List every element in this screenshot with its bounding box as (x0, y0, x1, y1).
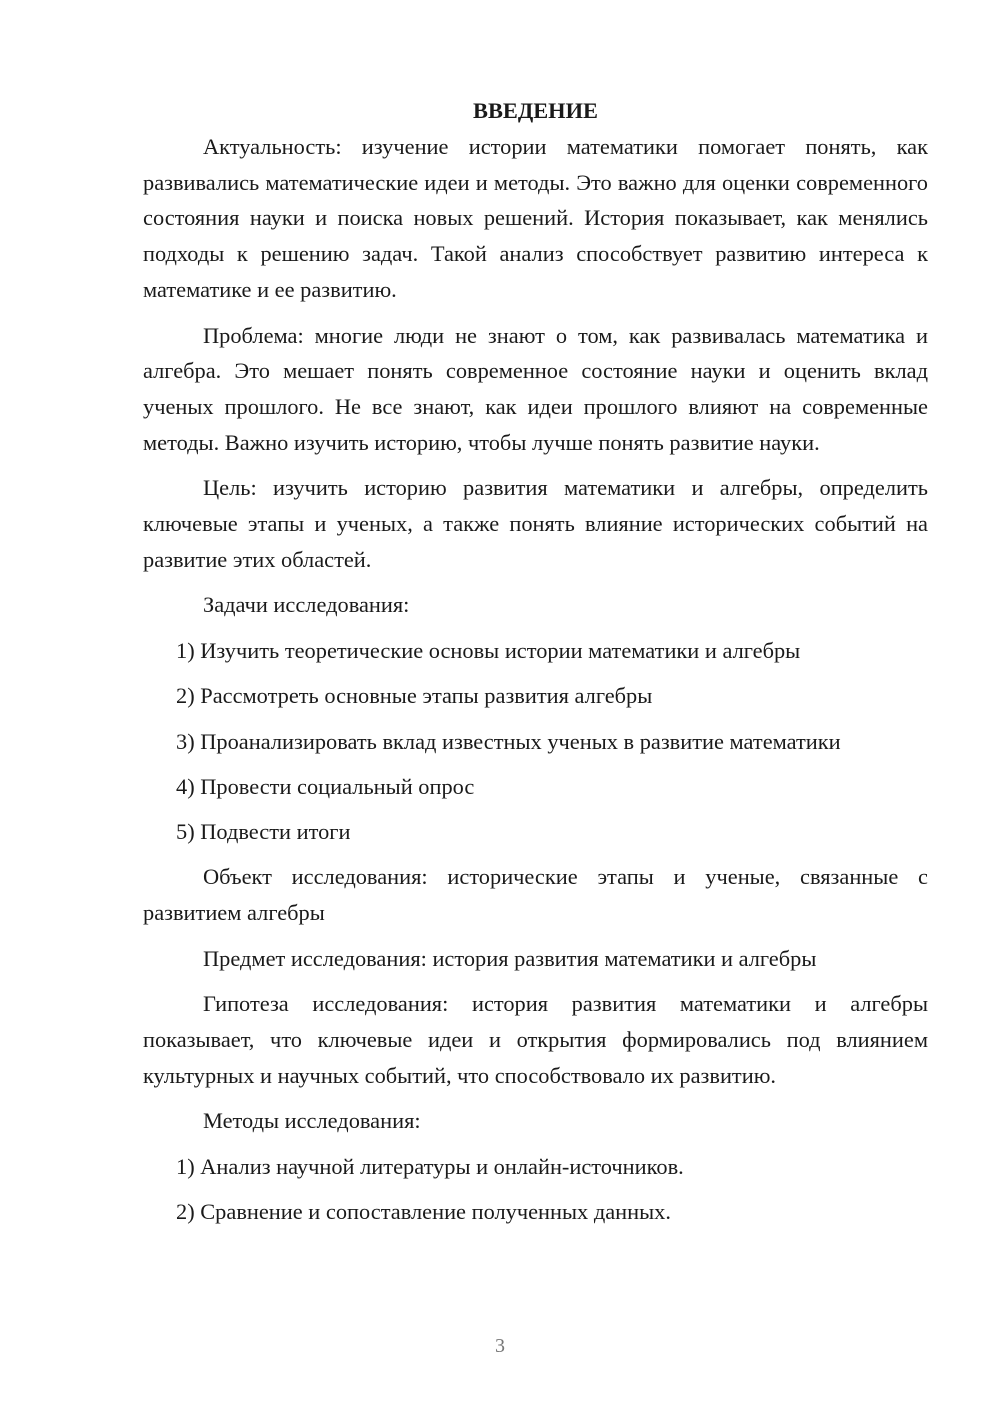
page-number: 3 (495, 1335, 505, 1357)
page-title: ВВЕДЕНИЕ (473, 98, 598, 123)
page-content (143, 93, 928, 1239)
task-item: 5) Подвести итоги (176, 818, 351, 844)
tasks-label: Задачи исследования: (203, 592, 410, 618)
task-item: 1) Изучить теоретические основы истории математики и алгебры (176, 638, 801, 664)
subject-paragraph: Предмет исследования: история развития математики и алгебры (203, 945, 817, 971)
relevance-paragraph: Актуальность: изучение истории математики помогает понять, как развивались математические идеи и методы. Это важно для оценки современного состояния науки и поиска новых решений. История показывает, как менялись подходы к решению задач. Такой анализ способствует развитию интереса к математике и ее развитию. (143, 134, 928, 302)
method-item: 1) Анализ научной литературы и онлайн-источников. (176, 1154, 684, 1180)
task-item: 2) Рассмотреть основные этапы развития алгебры (176, 683, 653, 709)
method-item: 2) Сравнение и сопоставление полученных данных. (176, 1199, 671, 1225)
task-item: 3) Проанализировать вклад известных ученых в развитие математики (176, 728, 841, 754)
methods-label: Методы исследования: (203, 1108, 421, 1134)
goal-paragraph: Цель: изучить историю развития математики и алгебры, определить ключевые этапы и ученых, а также понять влияние исторических событий на развитие этих областей. (143, 475, 928, 572)
object-paragraph: Объект исследования: исторические этапы и ученые, связанные с развитием алгебры (143, 864, 928, 925)
task-item: 4) Провести социальный опрос (176, 773, 475, 799)
hypothesis-paragraph: Гипотеза исследования: история развития математики и алгебры показывает, что ключевые идеи и открытия формировались под влиянием культурных и научных событий, что способствовало их развитию. (143, 991, 928, 1088)
problem-paragraph: Проблема: многие люди не знают о том, как развивалась математика и алгебра. Это мешает понять современное состояние науки и оценить вклад ученых прошлого. Не все знают, как идеи прошлого влияют на современные методы. Важно изучить историю, чтобы лучше понять развитие науки. (143, 322, 928, 455)
